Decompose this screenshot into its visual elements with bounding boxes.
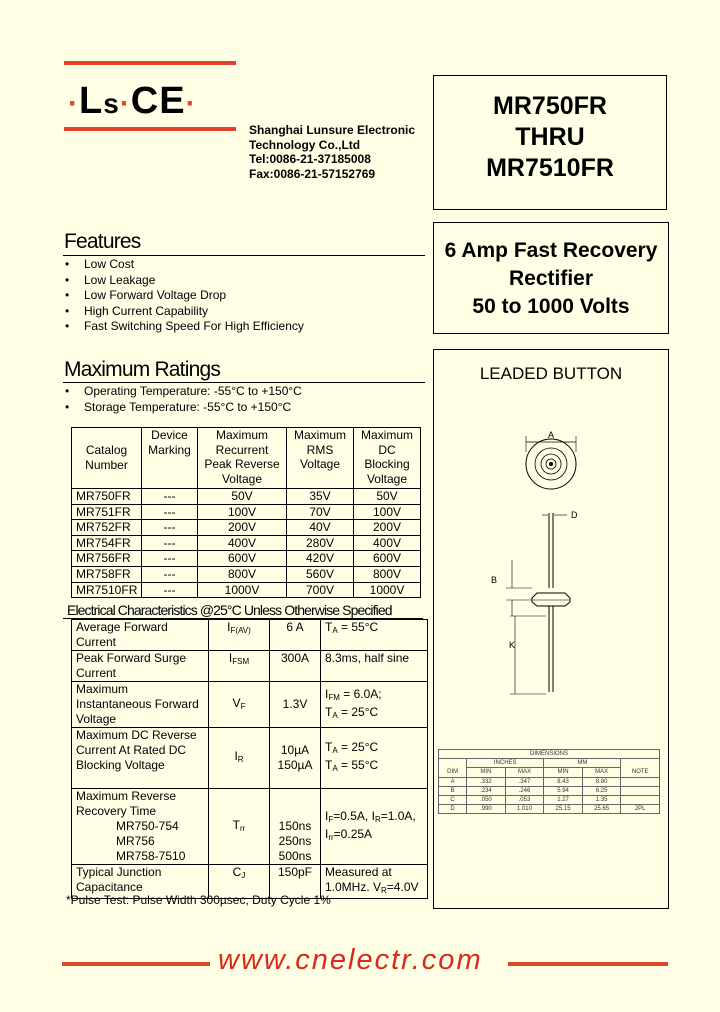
description-line2: Rectifier [508, 267, 594, 290]
table-row: C .050 .053 1.27 1.35 [439, 796, 660, 805]
company-info [249, 123, 415, 181]
table-row: MR756FR --- 600V 420V 600V [72, 551, 421, 567]
company-fax: Fax:0086-21-57152769 [249, 166, 376, 181]
logo-bottom-bar [64, 127, 236, 131]
part-number-box [433, 75, 667, 210]
max-ratings-list [64, 384, 302, 415]
part-number-thru: THRU [515, 123, 585, 151]
table-row: Average Forward Current $I_{F(AV)}$ 6 A $T_A = 55^\circ C$ [72, 620, 428, 651]
feature-item: • Low Cost [64, 257, 304, 273]
feature-item: • Fast Switching Speed For High Efficiency [64, 319, 304, 335]
part-number-last: MR7510FR [486, 154, 614, 182]
col-rms-voltage: Maximum RMS Voltage [287, 428, 354, 489]
table-row: MR752FR --- 200V 40V 200V [72, 520, 421, 536]
col-dc-blocking-voltage: Maximum DC Blocking Voltage [354, 428, 421, 489]
col-catalog-number: Catalog Number [72, 428, 142, 489]
features-heading: Features [64, 230, 141, 253]
label-a: A [547, 430, 555, 440]
label-k: K [509, 640, 516, 650]
feature-item: • Low Forward Voltage Drop [64, 288, 304, 304]
footer-left-bar [62, 962, 210, 966]
feature-item: • Low Leakage [64, 273, 304, 289]
table-row: MR758FR --- 800V 560V 800V [72, 566, 421, 582]
company-logo: ·Ls·CE· [68, 80, 197, 122]
table-row: MR750FR --- 50V 35V 50V [72, 489, 421, 505]
company-name-line2: Technology Co.,Ltd [249, 137, 361, 152]
table-row: D .990 1.010 25.15 25.65 2PL [439, 805, 660, 814]
table-row: A .332 .347 8.43 8.80 [439, 777, 660, 786]
dimensions-table: DIMENSIONS DIM INCHES MM NOTE MIN MAX MIN MAX A .332 .347 8.43 8.80 B .234 .246 5.94 6.25 C .050 .053 1.27 1.35 D .990 1.010 25.15 25.65 2PL [438, 749, 660, 814]
description-line1: 6 Amp Fast Recovery [444, 239, 658, 262]
table-row: MR754FR --- 400V 280V 400V [72, 535, 421, 551]
rating-item: • Storage Temperature: -55°C to +150°C [64, 400, 302, 416]
ratings-table [71, 427, 421, 598]
col-peak-reverse-voltage: Maximum Recurrent Peak Reverse Voltage [198, 428, 287, 489]
part-number-first: MR750FR [493, 92, 607, 120]
product-description-box [433, 222, 669, 334]
max-ratings-heading: Maximum Ratings [64, 358, 221, 381]
ratings-header-row [72, 428, 421, 489]
features-rule [63, 255, 425, 256]
features-list [64, 257, 304, 335]
pulse-test-note: *Pulse Test: Pulse Width 300µsec, Duty Cycle 1% [66, 893, 331, 907]
table-row: Maximum Instantaneous Forward Voltage $V_F$ 1.3V $I_{FM} = 6.0A$; $T_A = 25^\circ C$ [72, 682, 428, 728]
table-row: Maximum DC Reverse Current At Rated DC Blocking Voltage $I_R$ 10µA 150µA $T_A = 25^\circ C$ $T_A = 55^\circ C$ [72, 728, 428, 789]
electrical-table [71, 619, 428, 899]
package-box [433, 349, 669, 909]
feature-item: • High Current Capability [64, 304, 304, 320]
company-tel: Tel:0086-21-37185008 [249, 152, 371, 166]
description-line3: 50 to 1000 Volts [472, 295, 630, 318]
table-row: B .234 .246 5.94 6.25 [439, 786, 660, 795]
col-device-marking: Device Marking [142, 428, 198, 489]
package-title: LEADED BUTTON [479, 364, 623, 383]
table-row: Peak Forward Surge Current $I_{FSM}$ 300A 8.3ms, half sine [72, 651, 428, 682]
table-row: MR7510FR --- 1000V 700V 1000V [72, 582, 421, 598]
max-ratings-rule [63, 382, 425, 383]
table-row: Typical Junction Capacitance $C_J$ 150pF Measured at 1.0MHz. $V_R=4.0V$ [72, 865, 428, 899]
button-body [532, 593, 570, 606]
footer-right-bar [508, 962, 668, 966]
footer-website-link[interactable]: www.cnelectr.com [218, 944, 483, 976]
logo-top-bar [64, 61, 236, 65]
table-row: Maximum Reverse Recovery Time MR750-754 MR756 MR758-7510 $T_{rr}$ 150ns 250ns 500ns $I_F=0.5A$, $I_R=1.0A$, $I_{rr}=0.25A$ [72, 789, 428, 865]
label-d: D [571, 510, 578, 520]
package-drawing [434, 390, 670, 790]
rating-item: • Operating Temperature: -55°C to +150°C [64, 384, 302, 400]
table-row: MR751FR --- 100V 70V 100V [72, 504, 421, 520]
company-name-line1: Shanghai Lunsure Electronic [249, 123, 416, 137]
label-b: B [491, 575, 498, 585]
electrical-heading: Electrical Characteristics @25°C Unless Otherwise Specified [67, 602, 392, 618]
